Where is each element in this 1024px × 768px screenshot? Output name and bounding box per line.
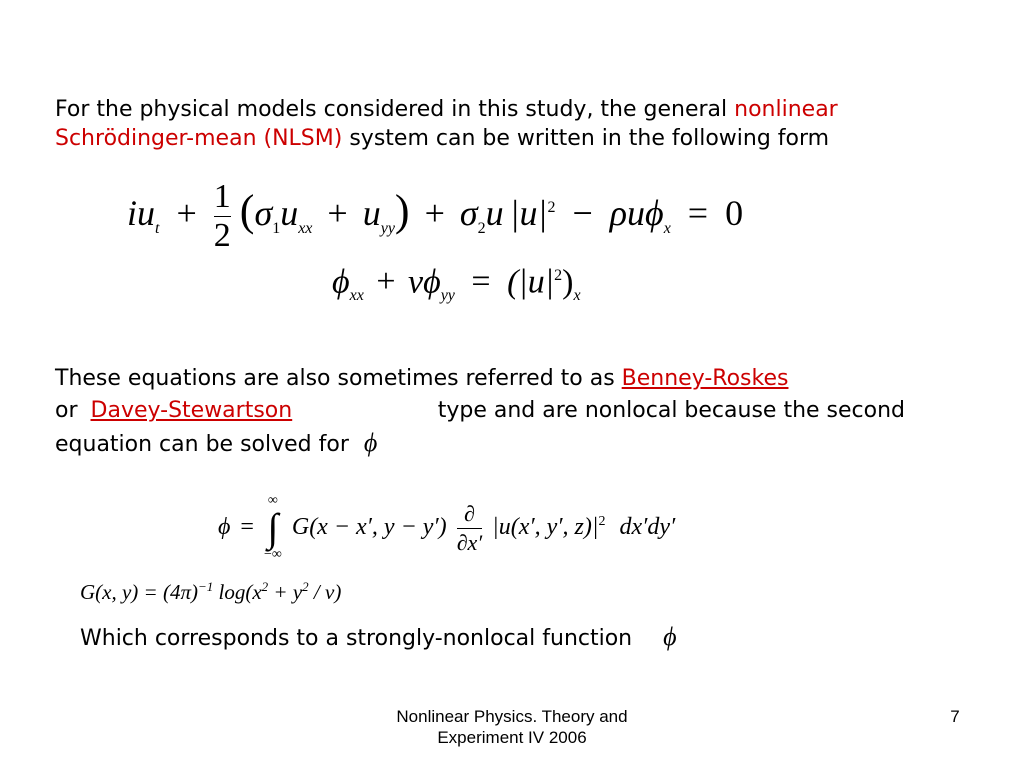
eq3-differentials: dx′dy′: [619, 514, 676, 540]
closing-text: Which corresponds to a strongly-nonlocal function: [80, 626, 633, 651]
eq3-abs: |u(x′, y′, z)|: [492, 514, 599, 540]
eq2-sub: yy: [440, 287, 455, 305]
eq3-sup: 2: [598, 514, 606, 529]
para2-or: or: [55, 398, 78, 423]
eq3-upper-limit: ∞: [267, 493, 278, 509]
eq4-sup: −1: [197, 579, 214, 594]
benney-roskes-link[interactable]: Benney-Roskes: [621, 366, 789, 391]
para2-line-3: [55, 427, 905, 461]
intro-line-2: [55, 124, 965, 153]
eq1-sub: xx: [298, 220, 313, 238]
eq2-op: +: [376, 263, 396, 301]
page-number-value: 7: [950, 707, 960, 726]
para2-text: type and are nonlocal because the second: [437, 398, 905, 423]
eq3-kernel: G(x − x′, y − y′): [291, 514, 447, 540]
phi-symbol: ϕ: [363, 428, 378, 457]
eq2-phi: ϕ: [332, 263, 350, 301]
footer-line-2: Experiment IV 2006: [437, 728, 587, 747]
eq3-lower-limit: −∞: [263, 547, 282, 563]
eq4-sup: 2: [302, 579, 309, 594]
eq1-lparen: (: [239, 186, 255, 235]
eq2-rhs: (|u|: [507, 263, 555, 301]
para2-line-2: [55, 395, 905, 427]
eq2-sub: xx: [349, 287, 364, 305]
eq3-d-num: ∂: [463, 500, 475, 526]
eq1-u3: u: [485, 193, 504, 233]
eq1-frac-num: 1: [213, 178, 231, 216]
eq2-sup: 2: [554, 267, 563, 284]
eq1-abs-u: |u|: [509, 193, 548, 233]
eq1-sub: t: [155, 220, 160, 238]
nlsm-term-part-1: nonlinear: [734, 97, 838, 122]
eq1-sigma1: σ: [254, 193, 273, 233]
eq2-sub: x: [573, 287, 581, 305]
eq2-op: =: [471, 263, 491, 301]
eq3-d-den: ∂x′: [456, 529, 483, 555]
eq3-integral-sign: ∫: [267, 505, 279, 551]
equation-phi-integral: [218, 484, 676, 563]
eq1-fraction: [214, 178, 231, 255]
eq1-rho-u-phi: ρuϕ: [609, 193, 664, 233]
paragraph-equation-types: [55, 363, 905, 461]
equation-green-function: [80, 572, 341, 602]
eq1-op: +: [176, 193, 197, 233]
intro-paragraph: [55, 95, 965, 153]
eq2-rclose: ): [562, 263, 574, 301]
eq1-sub: x: [663, 220, 671, 238]
intro-text-2: system can be written in the following form: [349, 126, 830, 151]
eq2-nu-phi: νϕ: [408, 263, 441, 301]
eq1-op: +: [424, 193, 445, 233]
closing-line: [80, 622, 677, 653]
eq1-u1: u: [280, 193, 299, 233]
equation-nlsm-second: [332, 254, 581, 305]
eq3-phi: ϕ: [218, 514, 231, 540]
eq1-sub: yy: [380, 220, 395, 238]
intro-text-1: For the physical models considered in this study, the general: [55, 97, 728, 122]
eq1-u2: u: [362, 193, 381, 233]
eq1-term: iu: [127, 193, 156, 233]
eq1-sub: 1: [272, 220, 281, 238]
eq4-text: + y: [268, 580, 303, 604]
eq1-op: +: [327, 193, 348, 233]
eq1-sigma2: σ: [459, 193, 478, 233]
para2-text: equation can be solved for: [55, 432, 349, 457]
eq1-zero: 0: [725, 193, 744, 233]
eq3-op: =: [240, 514, 254, 540]
para2-text: These equations are also sometimes referred to as: [55, 366, 615, 391]
eq1-frac-den: 2: [213, 217, 231, 255]
eq4-text: / ν): [308, 580, 342, 604]
phi-symbol: ϕ: [663, 622, 677, 651]
para2-line-1: [55, 363, 905, 395]
eq4-text: G(x, y) = (4π): [80, 580, 198, 604]
eq3-integral: [264, 493, 282, 563]
davey-stewartson-link[interactable]: Davey-Stewartson: [90, 398, 293, 423]
footer-title: [352, 706, 672, 748]
eq3-derivative: [457, 500, 482, 557]
eq1-sub: 2: [477, 220, 486, 238]
eq1-sup: 2: [547, 199, 556, 216]
para2-line-2-left: [55, 395, 292, 427]
intro-line-1: [55, 95, 965, 124]
footer-line-1: Nonlinear Physics. Theory and: [396, 707, 628, 726]
eq1-rparen: ): [394, 186, 410, 235]
eq4-sup: 2: [261, 579, 269, 594]
page-number: [940, 706, 970, 727]
eq1-op: −: [572, 193, 593, 233]
eq1-op: =: [687, 193, 709, 233]
equation-nlsm-first: [127, 166, 744, 255]
nlsm-term-part-2: Schrödinger-mean (NLSM): [55, 126, 343, 151]
eq4-text: log(x: [213, 580, 262, 604]
